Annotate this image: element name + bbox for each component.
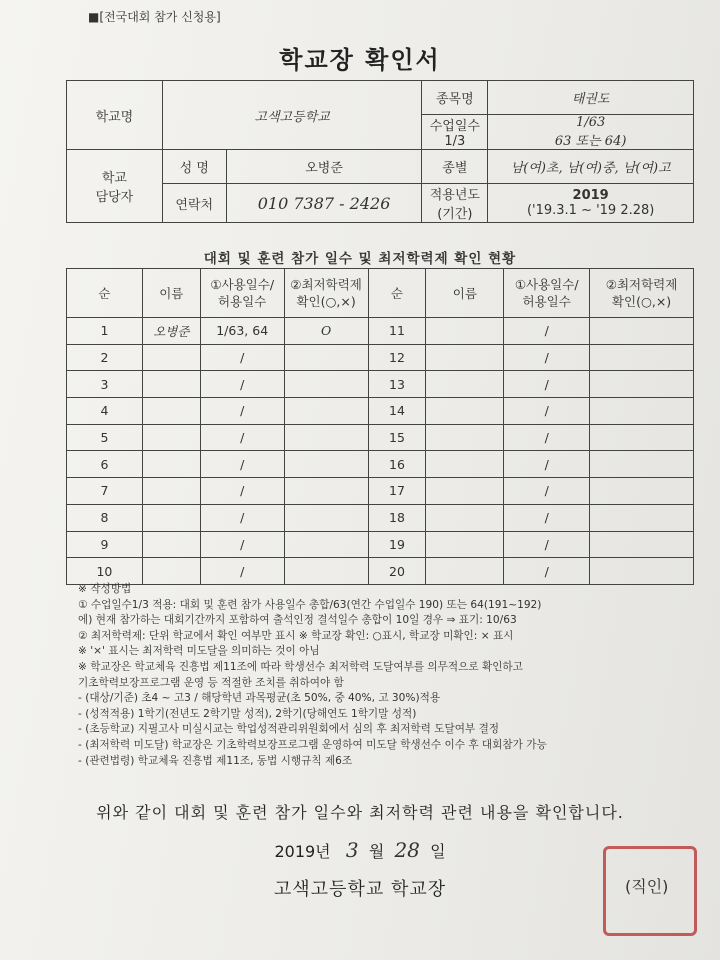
cell-days: / [200,424,284,451]
cell-check: O [284,318,368,345]
cell-name [426,504,504,531]
cell-name [426,478,504,505]
cell-check [590,424,694,451]
cell-no: 11 [368,318,426,345]
cell-name [142,424,200,451]
days-value: 1/63 63 또는 64) [488,115,694,150]
header-name: 이름 [142,269,200,318]
issue-date: 2019년 3 월 28 일 [274,838,446,862]
cell-name [142,531,200,558]
cell-name [426,558,504,585]
cell-name [142,371,200,398]
cell-days: / [504,504,590,531]
year-value: 2019 ('19.3.1 ~ '19 2.28) [488,184,694,223]
cell-no: 10 [67,558,143,585]
page-title: 학교장 확인서 [279,46,441,74]
cell-days: / [200,558,284,585]
cell-days: / [504,344,590,371]
cell-check [284,531,368,558]
cell-name [426,371,504,398]
cell-check [284,371,368,398]
document-tag: ■[전국대회 참가 신청용] [88,10,221,24]
cell-no: 8 [67,504,143,531]
name-value: 오병준 [226,150,422,184]
cell-no: 9 [67,531,143,558]
confirmation-statement: 위와 같이 대회 및 훈련 참가 일수와 최저학력 관련 내용을 확인합니다. [96,803,624,822]
cell-days: 1/63, 64 [200,318,284,345]
cell-name [142,398,200,425]
header-min: ②최저학력제 확인(○,×) [590,269,694,318]
cell-days: / [504,558,590,585]
cell-no: 15 [368,424,426,451]
cell-name [142,344,200,371]
note-line: - (대상/기준) 초4 ~ 고3 / 해당학년 과목평균(초 50%, 중 40%, 고 30%)적용 [78,692,441,705]
cell-no: 17 [368,478,426,505]
header-no: 순 [67,269,143,318]
days-label: 수업일수 1/3 [422,115,488,150]
instructions [78,582,708,769]
note-line: 기초학력보장프로그램 운영 등 적절한 조치를 취하여야 함 [78,676,344,689]
cell-name [142,478,200,505]
cell-days: / [200,371,284,398]
cell-no: 20 [368,558,426,585]
sport-value: 태권도 [488,81,694,115]
cell-days: / [200,344,284,371]
cell-no: 2 [67,344,143,371]
cell-name [426,318,504,345]
note-line: - (최저학력 미도달) 학교장은 기초학력보장프로그램 운영하여 미도달 학생선수 이수 후 대회참가 가능 [78,738,547,751]
year-label: 적용년도 (기간) [422,184,488,223]
cell-no: 5 [67,424,143,451]
cell-days: / [504,451,590,478]
header-days: ①사용일수/ 허용일수 [200,269,284,318]
cell-check [590,371,694,398]
cell-days: / [504,531,590,558]
table-row [67,398,694,425]
note-line: ※ '×' 표시는 최저학력 미도달을 의미하는 것이 아님 [78,645,320,658]
note-line: - (관련법령) 학교체육 진흥법 제11조, 동법 시행규칙 제6조 [78,754,353,767]
cell-days: / [504,318,590,345]
cell-no: 3 [67,371,143,398]
table-row [67,451,694,478]
cell-no: 4 [67,398,143,425]
cell-no: 6 [67,451,143,478]
header-days: ①사용일수/ 허용일수 [504,269,590,318]
note-line: - (성적적용) 1학기(전년도 2학기말 성적), 2학기(당해연도 1학기말 성적) [78,707,417,720]
header-name: 이름 [426,269,504,318]
seal-label: (직인) [625,877,669,896]
table-row [67,504,694,531]
cell-days: / [504,398,590,425]
sport-label: 종목명 [422,81,488,115]
section-subtitle: 대회 및 훈련 참가 일수 및 최저학력제 확인 현황 [203,251,517,267]
cell-check [284,478,368,505]
cell-check [590,451,694,478]
cell-check [284,398,368,425]
cell-check [590,558,694,585]
cell-check [284,424,368,451]
cell-no: 7 [67,478,143,505]
cell-name [142,504,200,531]
cell-name: 오병준 [142,318,200,345]
cell-check [590,478,694,505]
school-label: 학교명 [67,81,163,150]
cell-name [142,451,200,478]
cell-days: / [504,478,590,505]
cell-no: 16 [368,451,426,478]
cell-name [426,398,504,425]
cell-no: 12 [368,344,426,371]
cell-check [590,318,694,345]
school-value: 고색고등학교 [162,81,422,150]
cell-check [590,531,694,558]
cell-days: / [200,478,284,505]
gender-label: 종별 [422,150,488,184]
note-line: ※ 학교장은 학교체육 진흥법 제11조에 따라 학생선수 최저학력 도달여부를 의무적으로 확인하고 [78,660,523,673]
info-table [66,80,694,223]
cell-no: 1 [67,318,143,345]
cell-name [426,424,504,451]
cell-days: / [200,451,284,478]
table-row [67,318,694,345]
cell-check [284,344,368,371]
cell-no: 13 [368,371,426,398]
table-row [67,344,694,371]
cell-days: / [200,531,284,558]
table-row [67,478,694,505]
note-line: ① 수업일수1/3 적용: 대회 및 훈련 참가 사용일수 총합/63(연간 수업일수 190) 또는 64(191~192) [78,598,542,611]
cell-check [590,344,694,371]
cell-no: 14 [368,398,426,425]
table-row [67,371,694,398]
cell-no: 19 [368,531,426,558]
cell-days: / [200,504,284,531]
cell-name [426,451,504,478]
cell-check [284,558,368,585]
contact-value: 010 7387 - 2426 [226,184,422,223]
cell-no: 18 [368,504,426,531]
note-line: - (초등학교) 지필고사 미실시교는 학업성적관리위원회에서 심의 후 최저학력 도달여부 결정 [78,723,500,736]
teacher-label: 학교 담당자 [67,150,163,223]
header-no: 순 [368,269,426,318]
cell-check [284,504,368,531]
table-row [67,531,694,558]
cell-days: / [504,371,590,398]
table-row [67,558,694,585]
table-row [67,424,694,451]
note-line: ※ 작성방법 [78,583,132,595]
cell-name [142,558,200,585]
cell-days: / [504,424,590,451]
participation-table [66,268,694,585]
cell-days: / [200,398,284,425]
contact-label: 연락처 [162,184,226,223]
cell-check [284,451,368,478]
cell-name [426,531,504,558]
cell-name [426,344,504,371]
gender-value: 남(여)초, 남(여)중, 남(여)고 [488,150,694,184]
cell-check [590,398,694,425]
principal-signature: 고색고등학교 학교장 [273,879,447,900]
cell-check [590,504,694,531]
note-line: ② 최저학력제: 단위 학교에서 확인 여부만 표시 ※ 학교장 확인: ○표시, 학교장 미확인: × 표시 [78,629,514,642]
header-min: ②최저학력제 확인(○,×) [284,269,368,318]
note-line: 에) 현재 참가하는 대회기간까지 포함하여 출석인정 결석일수 총합이 10일 경우 ⇒ 표기: 10/63 [78,614,517,627]
name-label: 성 명 [162,150,226,184]
